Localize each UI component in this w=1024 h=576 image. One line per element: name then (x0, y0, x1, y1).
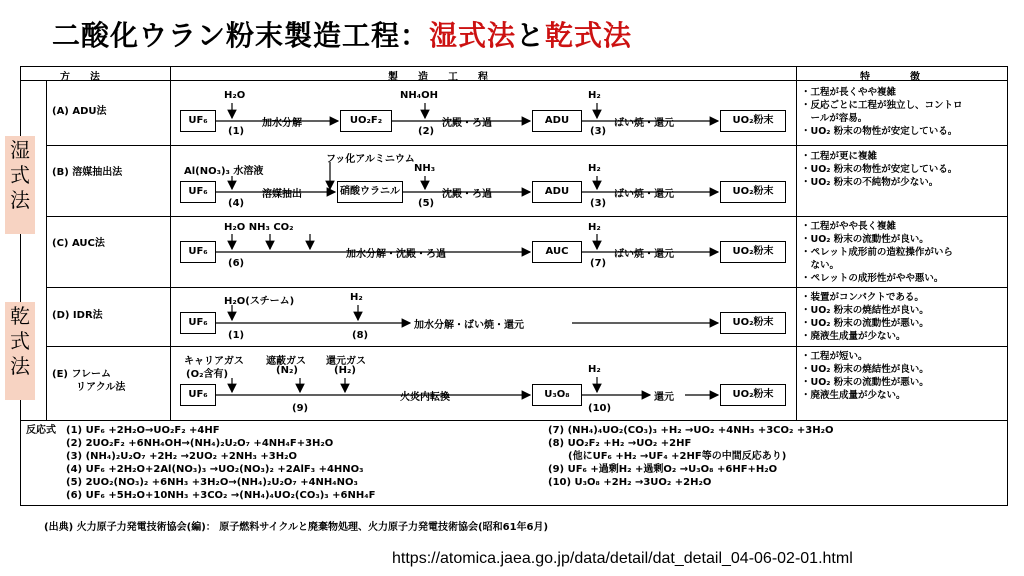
feature-line: ・ペレットの成形性がやや悪い。 (801, 273, 944, 284)
reaction-line: (2) 2UO₂F₂ +6NH₄OH→(NH₄)₂U₂O₇ +4NH₄F+3H₂O (66, 438, 334, 449)
reactions-left (66, 424, 375, 502)
flow-e-in1: キャリアガス (184, 356, 244, 367)
feature-line: ールが容易。 (801, 113, 868, 124)
reaction-line: (4) UF₆ +2H₂O+2Al(NO₃)₃ →UO₂(NO₃)₂ +2AlF₃ +4HNO₃ (66, 464, 364, 475)
flow-c-n7: (7) (590, 258, 607, 269)
feature-line: ・UO₂ 粉末の不純物が少ない。 (801, 177, 939, 188)
flow-a-n1: (1) (228, 126, 245, 137)
feature-line: ・工程が短い。 (801, 351, 868, 362)
flow-c-auc-box: AUC (532, 241, 582, 263)
flow-b-n3: (3) (590, 198, 607, 209)
flow-a-in2: NH₄OH (400, 90, 438, 101)
flow-c-p1: 加水分解・沈殿・ろ過 (346, 249, 446, 260)
reaction-line: (7) (NH₄)₄UO₂(CO₃)₃ +H₂ →UO₂ +4NH₃ +3CO₂ +3H₂O (548, 425, 834, 436)
features-e (801, 350, 929, 402)
flow-d-out-box: UO₂粉末 (720, 312, 786, 334)
reaction-line: (1) UF₆ +2H₂O→UO₂F₂ +4HF (66, 425, 220, 436)
features-d (801, 291, 929, 343)
feature-line: ・工程が長くやや複雑 (801, 87, 897, 98)
flow-d-n1: (1) (228, 330, 245, 341)
flow-c-in1: H₂O NH₃ CO₂ (224, 222, 294, 233)
flow-a-in3: H₂ (588, 90, 601, 101)
header-method: 方 法 (60, 72, 100, 83)
flow-b-in2: NH₃ (414, 163, 436, 174)
flow-d-p1: 加水分解・ばい焼・還元 (414, 320, 524, 331)
reaction-line: (3) (NH₄)₂U₂O₇ +2H₂ →2UO₂ +2NH₃ +3H₂O (66, 451, 297, 462)
flow-c-uf6-box: UF₆ (180, 241, 216, 263)
title-conj: と (516, 19, 546, 52)
flow-e-in2: 遮蔽ガス (266, 356, 306, 367)
flow-e-out-box: UO₂粉末 (720, 384, 786, 406)
flow-b-out-box: UO₂粉末 (720, 181, 786, 203)
feature-line: ・UO₂ 粉末の焼結性が良い。 (801, 305, 929, 316)
flow-c-out-box: UO₂粉末 (720, 241, 786, 263)
flow-e-p2: 還元 (654, 392, 674, 403)
method-a-name: (A) ADU法 (52, 106, 107, 117)
flow-e-in4: H₂ (588, 364, 601, 375)
flow-e-in3: 還元ガス (326, 356, 366, 367)
flow-a-n3: (3) (590, 126, 607, 137)
reactions-right (548, 424, 833, 489)
flow-c-in3: H₂ (588, 222, 601, 233)
flow-c-p3: ばい焼・還元 (614, 249, 674, 260)
flow-a-uo2f2-box: UO₂F₂ (340, 110, 392, 132)
feature-line: ・UO₂ 粉末の流動性が悪い。 (801, 318, 929, 329)
flow-b-p3: ばい焼・還元 (614, 189, 674, 200)
flow-a-n2: (2) (418, 126, 435, 137)
method-d-name: (D) IDR法 (52, 310, 103, 321)
flow-b-in3: H₂ (588, 163, 601, 174)
flow-e-in2b: (N₂) (276, 365, 298, 376)
flow-e-n10: (10) (588, 403, 612, 414)
flow-b-p2: 沈殿・ろ過 (442, 189, 492, 200)
source-citation: (出典) 火力原子力発電技術協会(編)： 原子燃料サイクルと廃棄物処理、火力原子力発電技術協会(昭和61年6月) (44, 522, 549, 533)
flow-b-p1: 溶媒抽出 (262, 189, 302, 200)
reactions-label: 反応式 (26, 425, 56, 436)
source-url[interactable]: https://atomica.jaea.go.jp/data/detail/dat_detail_04-06-02-01.html (392, 550, 853, 567)
flow-a-p3: ばい焼・還元 (614, 118, 674, 129)
flow-d-n8: (8) (352, 330, 369, 341)
flow-a-out-box: UO₂粉末 (720, 110, 786, 132)
flow-b-in1: フッ化アルミニウム (326, 154, 415, 165)
flow-a-in1: H₂O (224, 90, 246, 101)
title-wet: 湿式法 (429, 19, 517, 52)
flow-b-adu-box: ADU (532, 181, 582, 203)
flow-a-p2: 沈殿・ろ過 (442, 118, 492, 129)
flow-b-in0: Al(NO₃)₃ 水溶液 (184, 166, 264, 177)
side-label-wet-text: 湿式法 (10, 138, 30, 212)
feature-line: ・UO₂ 粉末の流動性が良い。 (801, 234, 929, 245)
feature-line: ・UO₂ 粉末の物性が安定している。 (801, 164, 958, 175)
feature-line: ・廃液生成量が少ない。 (801, 331, 906, 342)
side-label-dry-text: 乾式法 (10, 304, 30, 378)
flow-d-in1: H₂O(スチーム) (224, 296, 295, 307)
feature-line: ・UO₂ 粉末の流動性が悪い。 (801, 377, 929, 388)
flow-b-n5: (5) (418, 198, 435, 209)
flow-d-in2: H₂ (350, 292, 363, 303)
method-e-name2: リアクル法 (76, 382, 126, 393)
flow-c-n6: (6) (228, 258, 245, 269)
flow-e-u3o8-box: U₃O₈ (532, 384, 582, 406)
flow-e-in3b: (H₂) (334, 365, 356, 376)
reaction-line: (8) UO₂F₂ +H₂ →UO₂ +2HF (548, 438, 692, 449)
flow-a-adu-box: ADU (532, 110, 582, 132)
flow-b-n4: (4) (228, 198, 245, 209)
flow-a-p1: 加水分解 (262, 118, 302, 129)
header-features: 特 徴 (860, 72, 920, 83)
flow-a-uf6-box: UF₆ (180, 110, 216, 132)
features-c (801, 220, 953, 285)
method-b-name: (B) 溶媒抽出法 (52, 167, 123, 178)
feature-line: ・反応ごとに工程が独立し、コントロ (801, 100, 963, 111)
feature-line: ・廃液生成量が少ない。 (801, 390, 906, 401)
flow-b-unh-box: 硝酸ウラニル (337, 181, 403, 203)
feature-line: ・工程がやや長く複雑 (801, 221, 897, 232)
flow-e-in1b: (O₂含有) (186, 369, 229, 380)
reaction-line: (他にUF₆ +H₂ →UF₄ +2HF等の中間反応あり) (548, 451, 787, 462)
title-prefix: 二酸化ウラン粉末製造工程： (52, 19, 430, 52)
reaction-line: (5) 2UO₂(NO₃)₂ +6NH₃ +3H₂O→(NH₄)₂U₂O₇ +4NH₄NO₃ (66, 477, 358, 488)
feature-line: ・UO₂ 粉末の焼結性が良い。 (801, 364, 929, 375)
flow-d-uf6-box: UF₆ (180, 312, 216, 334)
features-a (801, 86, 963, 138)
method-c-name: (C) AUC法 (52, 238, 105, 249)
flow-e-p1: 火炎内転換 (400, 392, 450, 403)
flow-b-uf6-box: UF₆ (180, 181, 216, 203)
reaction-line: (9) UF₆ +過剰H₂ +過剰O₂ →U₃O₈ +6HF+H₂O (548, 464, 778, 475)
flow-e-n9: (9) (292, 403, 309, 414)
flow-e-uf6-box: UF₆ (180, 384, 216, 406)
reaction-line: (10) U₃O₈ +2H₂ →3UO₂ +2H₂O (548, 477, 712, 488)
features-b (801, 150, 957, 189)
feature-line: ・ペレット成形前の造粒操作がいら (801, 247, 953, 258)
header-process: 製 造 工 程 (388, 72, 488, 83)
feature-line: ・UO₂ 粉末の物性が安定している。 (801, 126, 958, 137)
method-e-name: (E) フレーム (52, 369, 112, 380)
feature-line: ない。 (801, 260, 840, 271)
title-dry: 乾式法 (545, 19, 633, 52)
feature-line: ・装置がコンパクトである。 (801, 292, 924, 303)
reaction-line: (6) UF₆ +5H₂O+10NH₃ +3CO₂ →(NH₄)₄UO₂(CO₃)₃ +6NH₄F (66, 490, 376, 501)
feature-line: ・工程が更に複雑 (801, 151, 878, 162)
